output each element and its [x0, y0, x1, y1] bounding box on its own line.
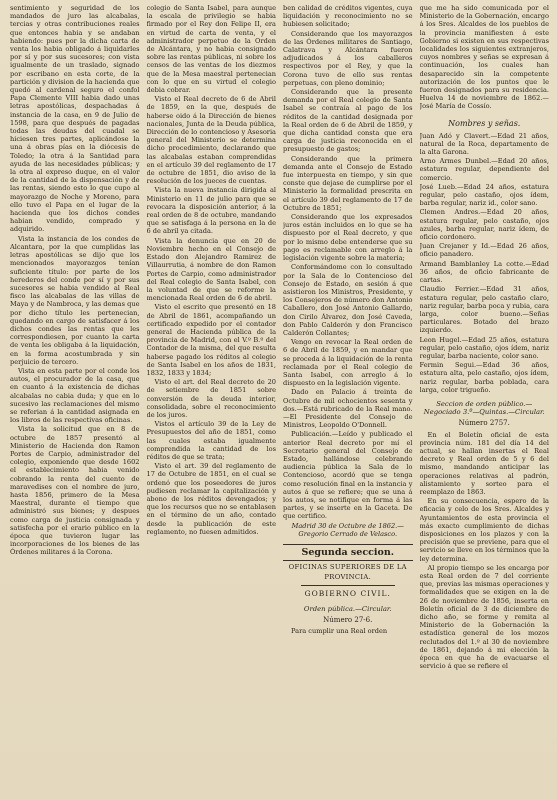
paragraph: sentimiento y seguridad de los mandados de juro las alcabalas, tercias y otras contribuciones reales que entonces habia y se andaban habiendo: pues por la dicha carta de venta los habia obligado á liquidarles por sí y por sus sucesores; con vista igualmente de un traslado, signado por escribano en esta corte, de la partición y division de la hacienda que quedó al cardenal seguro el confol Papa Clemente VIII habia dado unas letras apostólicas, despachadas á instancia de la casa, en 9 de Julio de 1598, para que después de pagadas todas las deudas del cuadal se hiciesen tres partes, aplicándose la una á obras pías en la diócesis de Toledo; la otra á la Santidad para ayuda de las necesidades públicas; y la otra al expreso duque, en el valor de la cantidad de la dispensación y de las rentas, siendo esto lo que cupo al mayorazgo de Noche y Moreno, para ello tuvo el Papa en el lugar de la hacienda que los dichos condes habian vendido, comprado y adquirido. [10, 4, 140, 234]
circular-subtitle: Orden pública.—Circular. [303, 604, 392, 613]
circular-number: Número 27-6. [323, 615, 373, 624]
paragraph: Vistos el artículo 39 de la Ley de Presupuestos del año de 1851, como las cuales estaba igualmente comprendida la cantidad de los réditos de que se trata; [146, 420, 276, 461]
column-4 [420, 4, 550, 800]
circular-number: Número 2757. [458, 419, 510, 428]
paragraph: Visto el escrito que presentó en 18 de Abril de 1861, acompañando un certificado expedido por el contador general de Hacienda pública de la provincia de Madrid, con el V.º B.º del Contador de la misma, del que resulta haberse pagado los réditos al colegio de Santa Isabel en los años de 1831, 1832, 1833 y 1834; [146, 303, 276, 377]
list-item: Juan Adó y Clavert.—Edad 21 años, natural de la Roca, departamento de la alta Garona. [419, 131, 549, 157]
list-item: Arno Armes Dunbel.—Edad 20 años, estatura regular, dependiente del comercio. [419, 157, 549, 182]
paragraph: Vista la solicitud que en 8 de octubre de 1857 presentó al Ministerio de Hacienda don Ramon Portes de Carpio, administrador del colegio, exponiendo que desde 1602 el establecimiento habia venido cobrando la renta del cuento de maravedises con el nombre de juro, hasta 1856, primero de la Mesa Maestral, durante el tiempo que administró sus bienes; y despues como carga de justicia consignada y satisfecha por el erario público en la época que tuvieron lugar las incorporaciones de los bienes de las Órdenes militares á la Corona. [10, 425, 140, 557]
paragraph: Dado en Palacio á treinta de Octubre de mil ochocientos sesenta y dos.—Está rubricado de la Real mano.—El Presidente del Consejo de Ministros, Leopoldo O'Donnell. [283, 388, 413, 430]
paragraph: Para cumplir una Real orden [291, 627, 388, 636]
paragraph: Visto el Real decreto de 6 de Abril de 1859, en la que, después de haberse oido á la Dirección de bienes nacionales, Junta de la Deuda pública, Dirección de lo contencioso y Asesoria general del Ministerio se determina dicho procedimiento, declarando que las alcabalas estaban comprendidas en el artículo 39 del reglamento de 17 de octubre de 1851, dio aviso de la resolución de los jueces de cuentas. [146, 95, 276, 186]
paragraph: Considerando que la primera demanda ante el Consejo de Estado fue interpuesta en tiempo, y sin que conste que dejase de cumplirse por el Ministerio la formalidad prescrita en el artículo 39 del reglamento de 17 de Octubre de 1851; [283, 154, 413, 212]
list-item: Leon Hugel.—Edad 25 años, estatura regular, pelo castaño, ojos ídem, nariz regular, barba naciente, color sano. [419, 335, 549, 360]
column-3 [283, 4, 413, 800]
list-item: Fermin Segui.—Edad 36 años, estatura alta, pelo castaño, ojos ídem, nariz regular, barba poblada, cara larga, color trigueño. [419, 361, 549, 394]
paragraph: Vista la denuncia que en 20 de Noviembre hecho en el Consejo de Estado don Alejandro Ramirez de Villaurrutia, á nombre de don Ramon Portes de Carpio, como administrador del Real colegio de Santa Isabel, con la voluntad de que se reforme la mencionada Real orden de 6 de abril. [146, 236, 276, 303]
paragraph: Considerando que los mayorazgos de las Órdenes militares de Santiago, Calatrava y Alcántara fueron adjudicados á los caballeros respectivos por el Rey, y que la Corona tuvo de ello sus rentas perpetuas, con pleno dominio; [283, 29, 413, 87]
list-item: Claudio Ferrier.—Edad 31 años, estatura regular, pelo castaño claro, nariz regular, barba poca y rubia, cara larga, color bueno.—Señas particulares. Botado del brazo izquierdo. [419, 285, 549, 335]
org-heading-line-2: PROVINCIA. [324, 573, 372, 582]
nombres-heading: Nombres y señas. [448, 118, 521, 128]
gobierno-heading: GOBIERNO CIVIL. [304, 589, 391, 599]
signature-line: Madrid 30 de Octubre de 1862.—Gregorio Cerrado de Velasco. [291, 521, 404, 538]
list-item: José Lueb.—Edad 24 años, estatura regular, pelo castaño, ojos ídem, barba regular, nariz id., color sano. [419, 182, 549, 208]
text-columns [10, 4, 549, 800]
paragraph: Considerando que la presente demanda por el Real colegio de Santa Isabel se contraía al pago de los réditos de la cantidad designada por la Real orden de 6 de Abril de 1859, y que dicha cantidad consta que era carga de justicia reconocida en el presupuesto de gastos; [283, 88, 413, 154]
paragraph: Vista la instancia de los condes de Alcantara, por la que cumplidas las letras apostólicas se dijo que los mencionados mayorazgos tenían suficiente título: por parte de los herederos del conde por sí y por sus sucesores se habia vendido al Real fisco las alcabalas de las villas de Maya y de Nambroca, y las demas que por dicho título les pertenecian, quedando en cargo de satisfacer á los dichos condes las rentas que les correspondiesen, por cuanto la carta de venta les obligaba á la liquidación, en la forma acostumbrada y sin perjuicio de tercero. [10, 234, 140, 366]
list-item: Armand Bamblanley La cotte.—Edad 36 años, de oficio fabricante de cartas. [419, 259, 549, 285]
paragraph: Vista en esta parte por el conde los autos, el procurador de la casa, que en cuanto á la existencia de dichas alcabalas no cabia duda; y que en lo sucesivo las reclamaciones del mismo se referian á la cantidad asignada en los libros de las respectivas oficinas. [10, 366, 140, 425]
paragraph: Vista la nueva instancia dirigida al Ministerio en 11 de julio para que se revocara la disposición anterior, á la real orden de 8 de octubre, mandando que se satisfaga á la persona en la de 6 de abril ya citada. [146, 186, 276, 236]
paragraph: En el Boletín oficial de esta provincia núm. 181 del día 14 del actual, se hallan insertas el Real decreto y Real orden de 5 y 6 del mismo, mandando anticipar las operaciones relativas al padrón, alistamiento y sorteo para el reemplazo de 1863. [419, 430, 549, 496]
paragraph: Al propio tiempo se les encarga por esta Real orden de 7 del corriente que, previas las mismas operaciones y formalidades que se exigen en la de 26 de noviembre de 1856, inserta en Boletín oficial de 3 de diciembre de dicho año, se forme y remita al Ministerio de la Gobernación la estadística general de los mozos reclutados del 1.º al 30 de noviembre de 1861, dejando á mi elección la época en que ha de evacuarse el servicio á que se refiere el [419, 563, 549, 671]
list-item: Clemen Andres.—Edad 20 años, estatura regular, pelo castaño, ojos azules, barba regular, nariz ídem, de oficio cordonero. [419, 208, 549, 242]
paragraph: Vengo en revocar la Real orden de 6 de Abril de 1859, y en mandar que se proceda á la liquidación de la renta reclamada por el Real colegio de Santa Isabel, con arreglo á lo dispuesto en la legislación vigente. [283, 338, 413, 388]
paragraph: Visto el art. del Real decreto de 20 de setiembre de 1851 sobre conversión de la deuda interior, consolidada, sobre el reconocimiento de los juros. [146, 378, 276, 419]
paragraph: ben calidad de créditos vigentes, cuya liquidación y reconocimiento no se hubiesen solicitado; [283, 4, 413, 29]
quintas-heading: Seccion de orden público.—Negociado 3.º—Quintas.—Circular. [423, 399, 545, 417]
paragraph: Conformándome con lo consultado por la Sala de lo Contencioso del Consejo de Estado, en sesión á que asistieron los Ministros, Presidente, y los Consejeros de número don Antonio Caballero, don José Antonio Gallardo, don Cirilo Álvarez, don José Caveda, don Pablo Calderón y don Francisco Calderón Collantes; [283, 263, 413, 337]
column-1 [10, 4, 140, 800]
paragraph: colegio de Santa Isabel, para aunque la escala de privilegio se habia firmado por el Rey don Felipe II, era en virtud de carta de venta, y el administrador perpetuo de la Orden de Alcántara, y no habia consignado sobre las rentas públicas, ni sobre los censos de las ventas de los diezmos que de la Mesa maestral pertenecian con lo que en su virtud el colegio debia cobrar. [146, 4, 276, 95]
org-heading-line-1: OFICINAS SUPERIORES DE LA [288, 563, 407, 571]
paragraph: En su consecuencia, espero de la eficacia y celo de los Sres. Alcaldes y Ayuntamientos de esta provincia el más exacto cumplimiento de dichas disposiciones en los plazos y con la precisión que se previene, para que el servicio se lleve en los términos que la ley determina. [419, 497, 549, 563]
paragraph: Visto el art. 39 del reglamento de 17 de Octubre de 1851, en el cual se ordenó que los poseedores de juros pudiesen reclamar la capitalización y abono de los réditos devengados; y que los recursos que no se entablasen en el término de un año, contado desde la publicación de este reglamento, no fuesen admitidos. [146, 462, 276, 536]
column-2 [147, 4, 277, 800]
list-item: Juan Crejaner y Id.—Edad 26 años, oficio panadero. [419, 242, 549, 259]
paragraph: Publicación.—Leído y publicado el anterior Real decreto por mí el Secretario general del Consejo de Estado, hallándose celebrando audiencia pública la Sala de lo Contencioso, acordó que se tenga como resolución final en la instancia y autos á que se refiere; que se una á los autos, se notifique en forma á las partes, y se inserte en la Gaceta. De que certifico. [283, 430, 413, 521]
divider [301, 585, 395, 586]
paragraph: que me ha sido comunicada por el Ministerio de la Gobernación, encargo á los Sres. Alcaldes de los pueblos de la provincia manifiesten á este Gobierno si existen en sus respectivas localidades los siguientes extranjeros, cuyos nombres y señas se expresan á continuación, los cuales han desaparecido sin la competente autorización de los puntos que le fueron designados para su residencia. Huelva 14 de noviembre de 1862.—José María de Cossío. [419, 4, 549, 111]
section-heading: Segunda seccion. [283, 544, 413, 561]
paragraph: Considerando que los expresados juros están incluidos en lo que se ha dispuesto por el Real decreto, y que por lo mismo debe entenderse que su pago es reclamable con arreglo á la legislación vigente sobre la materia; [283, 213, 413, 263]
